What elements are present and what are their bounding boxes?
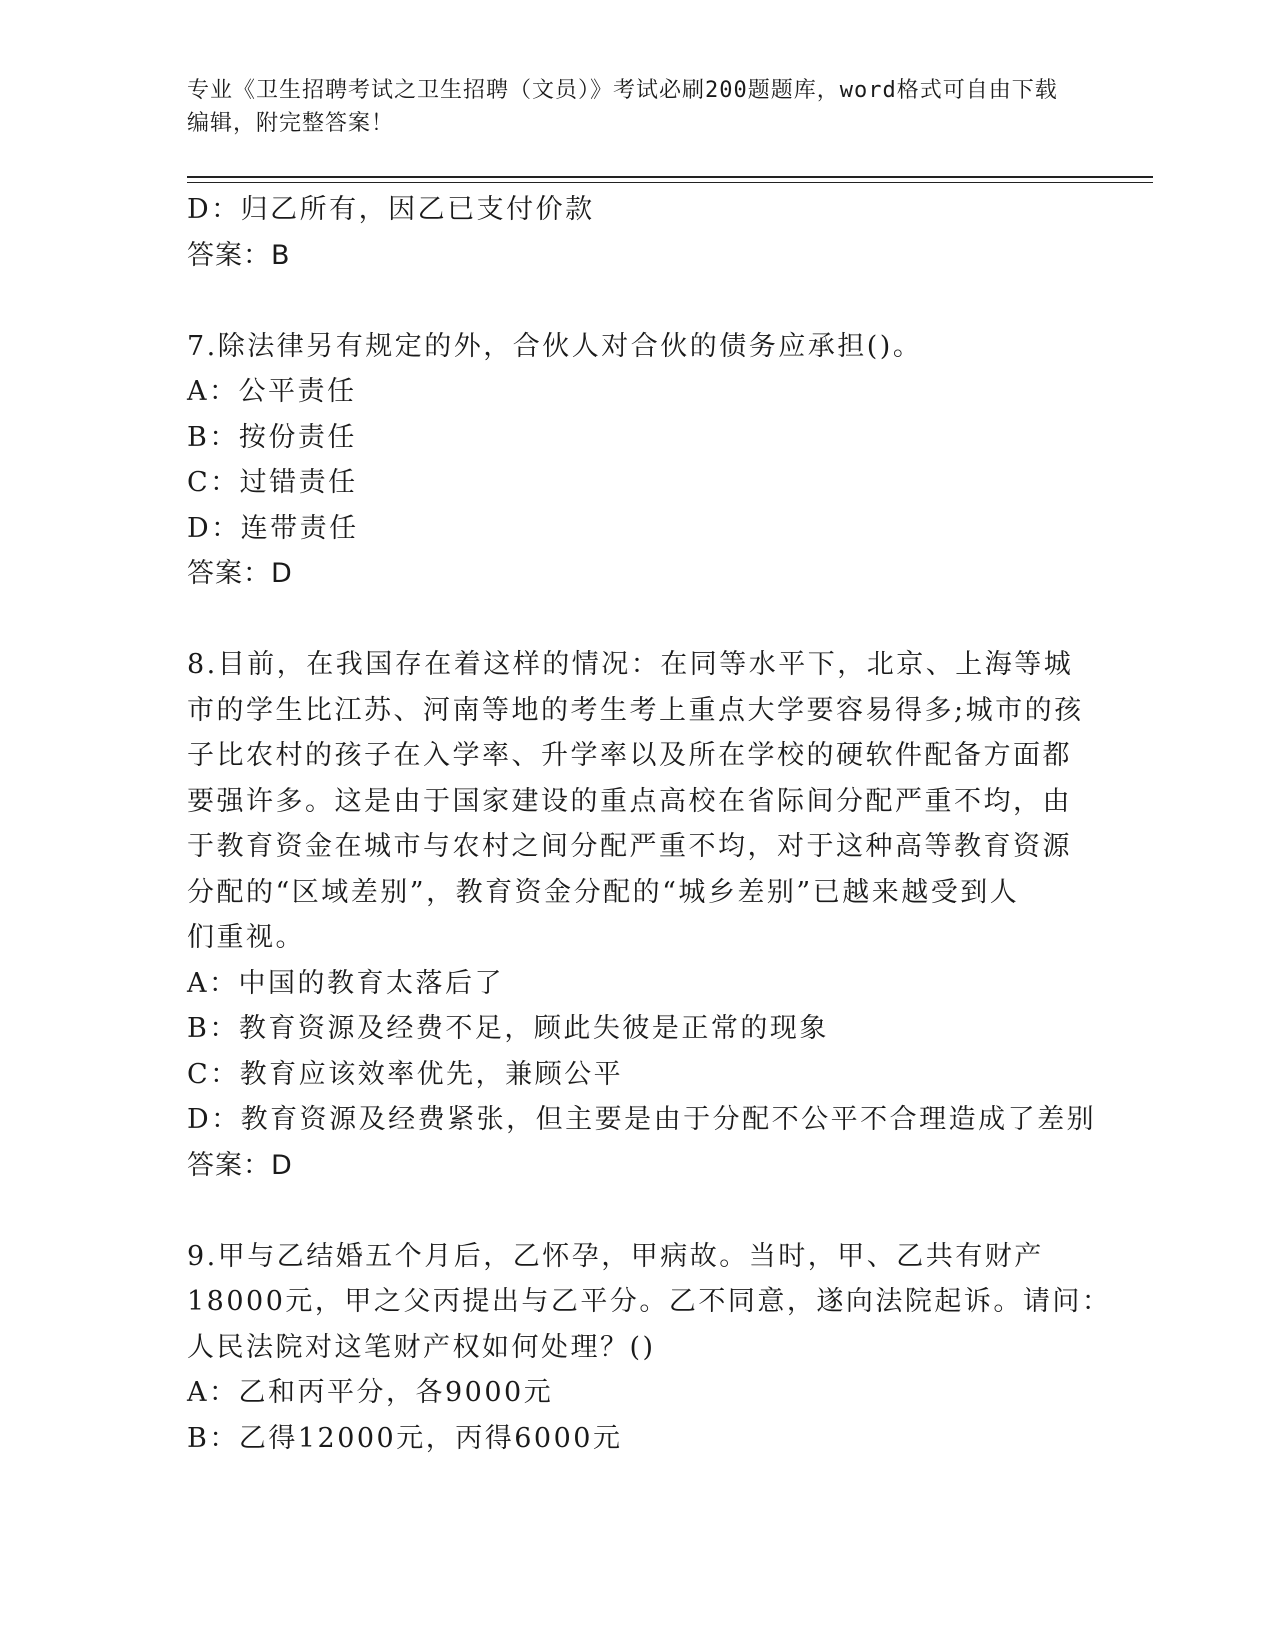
q8-stem-line: 于教育资金在城市与农村之间分配严重不均，对于这种高等教育资源 (187, 831, 1072, 862)
q9-stem-line: 18000元，甲之父丙提出与乙平分。乙不同意，遂向法院起诉。请问： (187, 1286, 1112, 1317)
prev-answer: 答案：B (187, 239, 291, 271)
q8-option-d: D：教育资源及经费紧张，但主要是由于分配不公平不合理造成了差别 (187, 1104, 1097, 1135)
header-rule-thick (187, 176, 1153, 178)
q8-stem-line: 子比农村的孩子在入学率、升学率以及所在学校的硬软件配备方面都 (187, 740, 1072, 771)
question-content (187, 187, 1112, 1461)
spacer (187, 1188, 1087, 1234)
q9-stem-line: 9.甲与乙结婚五个月后，乙怀孕，甲病故。当时，甲、乙共有财产 (187, 1240, 1044, 1272)
q7-option-a: A：公平责任 (187, 376, 357, 407)
q9-stem-line: 人民法院对这笔财产权如何处理？() (187, 1331, 656, 1363)
q8-stem-line: 市的学生比江苏、河南等地的考生考上重点大学要容易得多;城市的孩 (187, 694, 1084, 726)
q9-option-a: A：乙和丙平分，各9000元 (187, 1377, 554, 1408)
q7-option-c: C：过错责任 (187, 467, 358, 498)
q7-answer: 答案：D (187, 558, 293, 589)
header-rule-thin (187, 182, 1153, 183)
q7-option-b: B：按份责任 (187, 421, 357, 453)
q8-stem-line: 8.目前，在我国存在着这样的情况：在同等水平下，北京、上海等城 (187, 649, 1074, 680)
q9-option-b: B：乙得12000元，丙得6000元 (187, 1422, 623, 1454)
spacer (187, 278, 1087, 324)
q8-option-a: A：中国的教育太落后了 (187, 967, 504, 999)
spacer (187, 597, 1087, 643)
q8-option-b: B：教育资源及经费不足，顾此失彼是正常的现象 (187, 1013, 829, 1044)
document-header: 专业《卫生招聘考试之卫生招聘（文员）》考试必刷200题题库，word格式可自由下载编辑，附完整答案！ (187, 78, 1058, 136)
q8-stem-line: 分配的“区域差别”，教育资金分配的“城乡差别”已越来越受到人 (187, 876, 1020, 908)
q8-answer: 答案：D (187, 1149, 293, 1181)
q7-option-d: D：连带责任 (187, 512, 359, 544)
q8-option-c: C：教育应该效率优先，兼顾公平 (187, 1058, 624, 1090)
q8-stem-line: 要强许多。这是由于国家建设的重点高校在省际间分配严重不均，由 (187, 785, 1072, 817)
q7-stem: 7.除法律另有规定的外，合伙人对合伙的债务应承担()。 (187, 330, 923, 362)
q8-stem-line: 们重视。 (187, 922, 305, 953)
prev-option-d: D：归乙所有，因乙已支付价款 (187, 194, 595, 225)
